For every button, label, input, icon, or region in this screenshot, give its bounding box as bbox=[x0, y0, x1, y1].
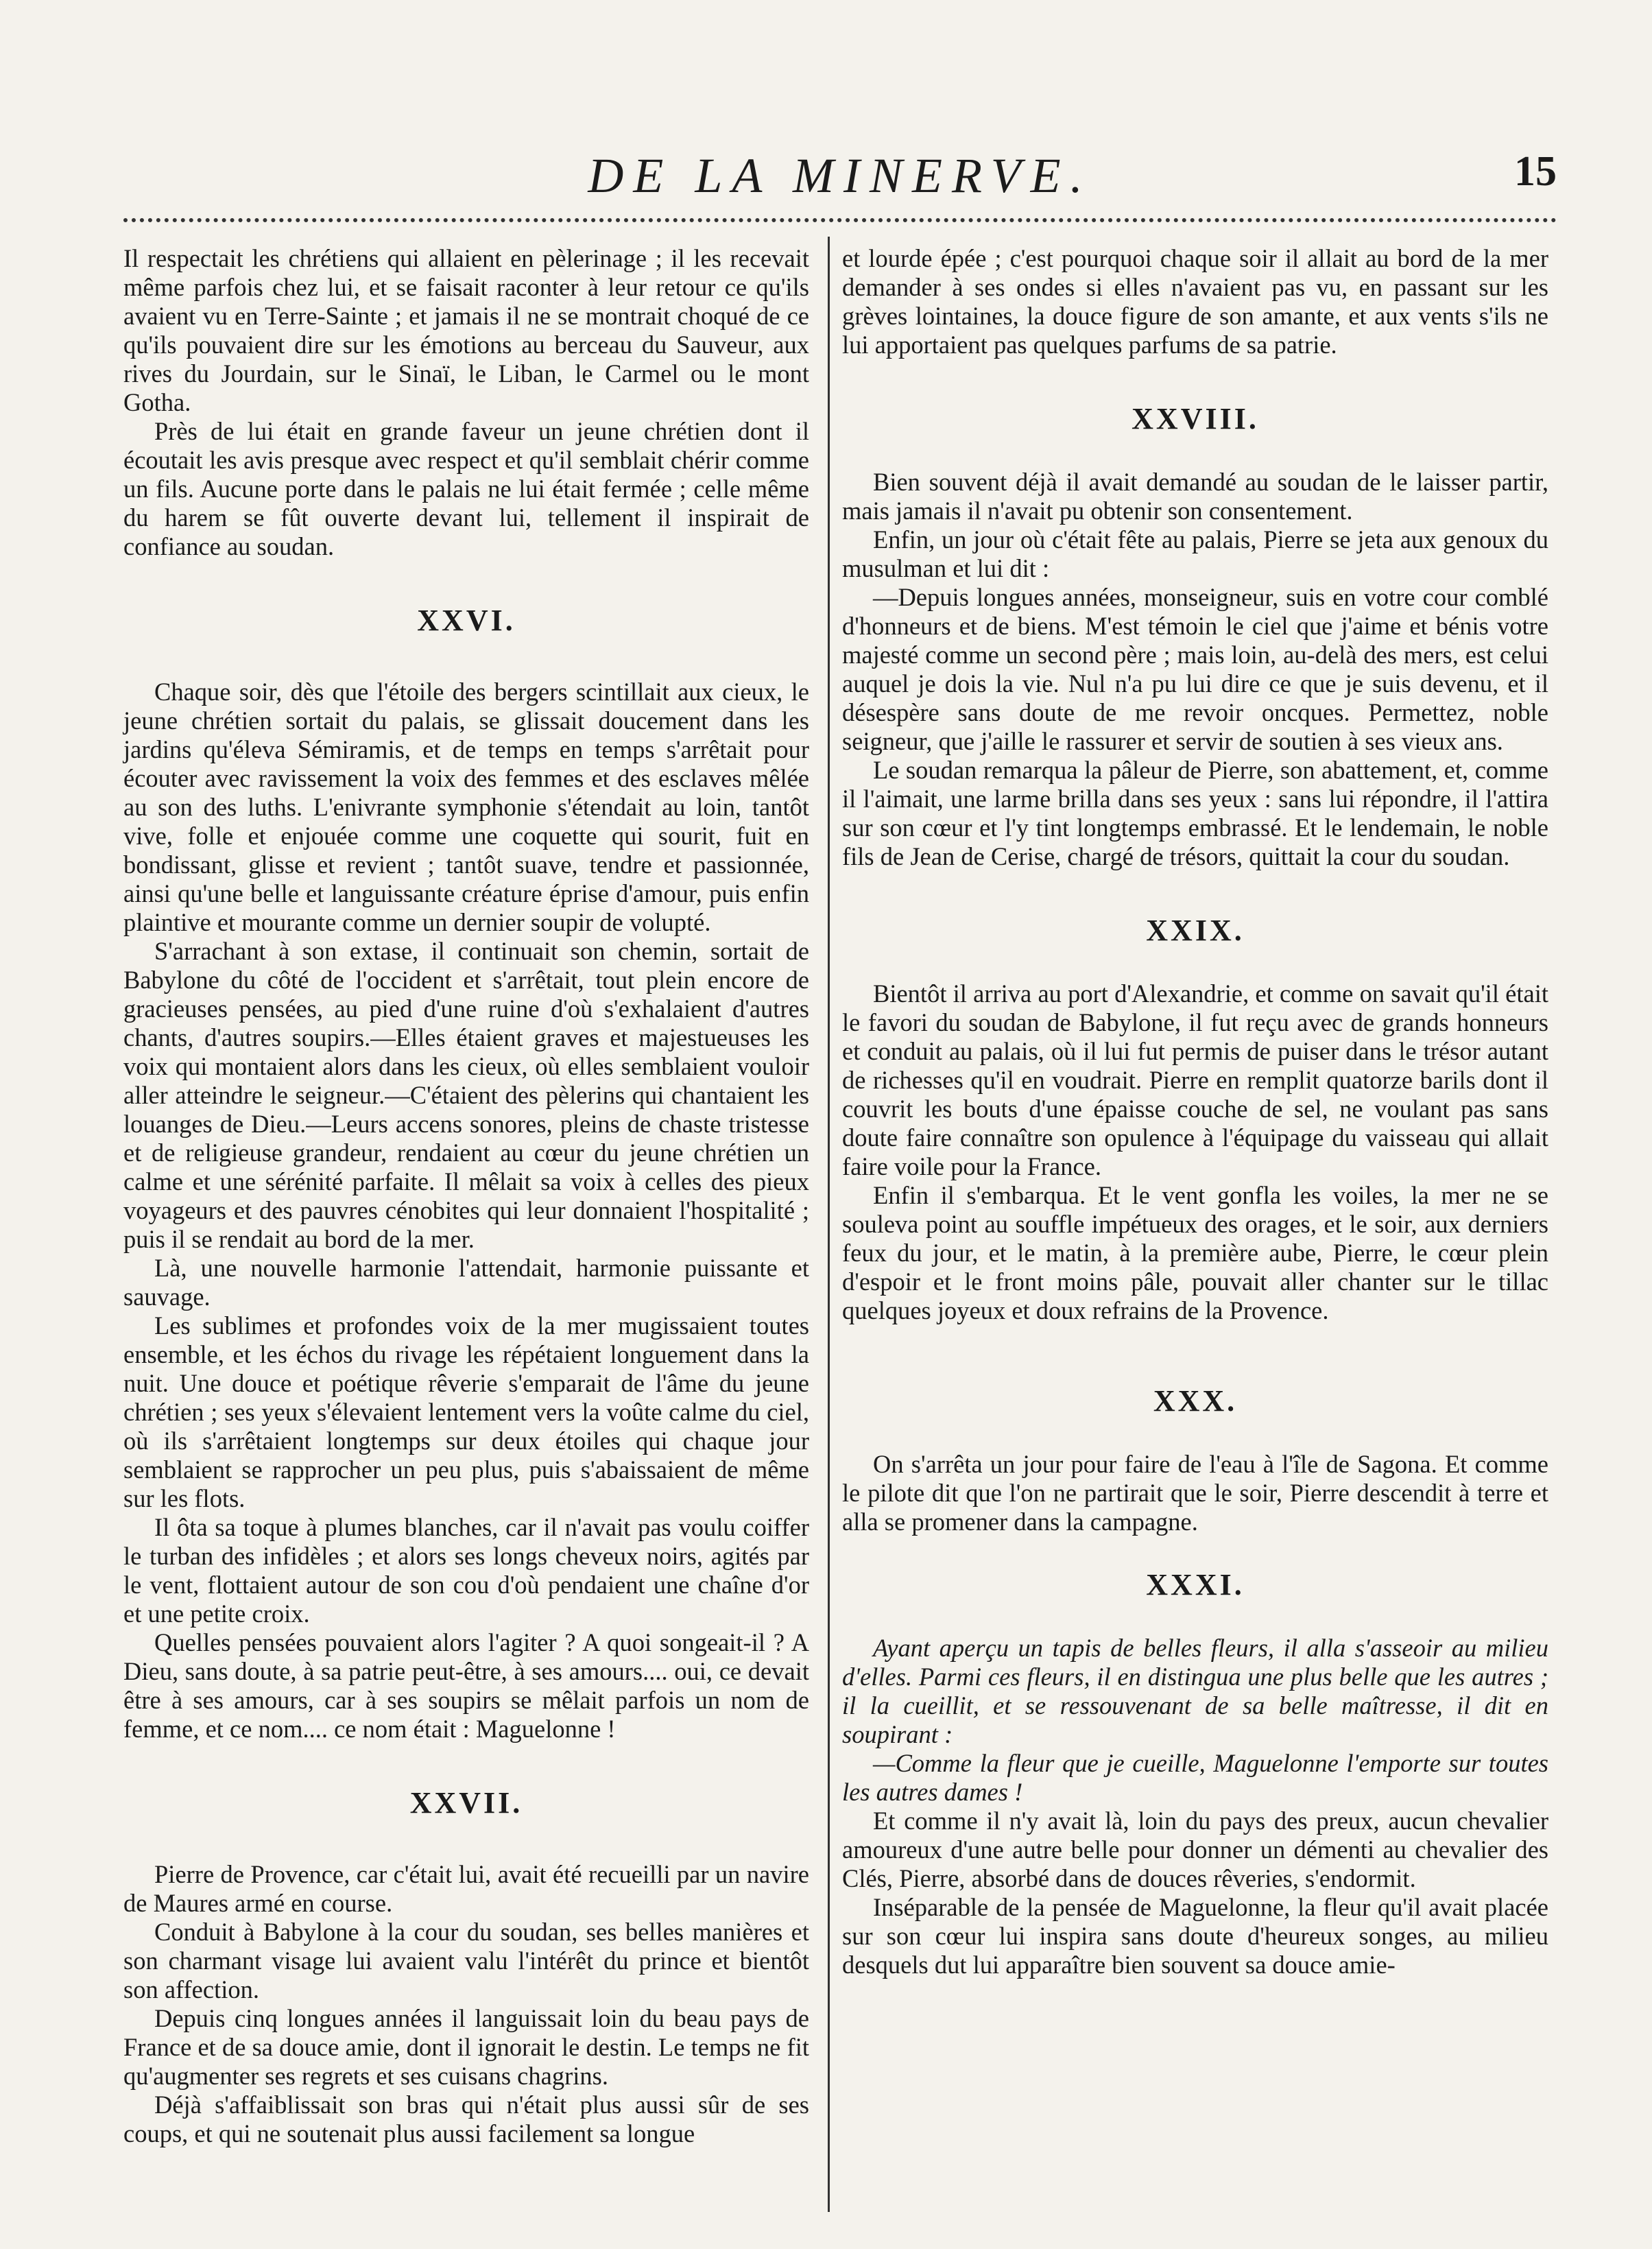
paragraph: —Depuis longues années, monseigneur, suis en votre cour comblé d'honneurs et de biens. M'est témoin le ciel que j'aime et bénis votre majesté comme un second père ; mais loin, au-delà des mers, est celui auquel je dois la vie. Nul n'a pu lui dire ce que je suis devenu, et il désespère sans doute de me revoir oncques. Permettez, noble seigneur, que j'aille le rassurer et servir de soutien à ses vieux ans. bbox=[842, 583, 1548, 755]
section-heading-xxvii: XXVII. bbox=[409, 1786, 523, 1820]
paragraph: Conduit à Babylone à la cour du soudan, ses belles manières et son charmant visage lui avaient valu l'intérêt du prince et bientôt son affection. bbox=[123, 1918, 809, 2003]
paragraph: Déjà s'affaiblissait son bras qui n'était plus aussi sûr de ses coups, et qui ne soutenait plus aussi facilement sa longue bbox=[123, 2091, 809, 2147]
header-rule bbox=[123, 218, 1557, 222]
section-heading-xxviii: XXVIII. bbox=[1132, 402, 1259, 436]
paragraph: Bientôt il arriva au port d'Alexandrie, et comme on savait qu'il était le favori du soudan de Babylone, il fut reçu avec de grands honneurs et conduit au palais, où il lui fut permis de puiser dans le trésor autant de richesses qu'il en voudrait. Pierre en remplit quatorze barils dont il couvrit les bouts d'une épaisse couche de sel, ne voulant pas sans doute faire connaître son opulence à l'équipage du vaisseau qui allait faire voile pour la France. bbox=[842, 979, 1548, 1180]
paragraph: Enfin il s'embarqua. Et le vent gonfla les voiles, la mer ne se souleva point au souffle impétueux des orages, et le soir, aux derniers feux du jour, et le matin, à la première aube, Pierre, le cœur plein d'espoir et le front moins pâle, pouvait aller chanter sur le tillac quelques joyeux et doux refrains de la Provence. bbox=[842, 1181, 1548, 1324]
paragraph: Bien souvent déjà il avait demandé au soudan de le laisser partir, mais jamais il n'avait pu obtenir son consentement. bbox=[842, 468, 1548, 525]
left-column bbox=[123, 244, 809, 2148]
paragraph: On s'arrêta un jour pour faire de l'eau à l'île de Sagona. Et comme le pilote dit que l'on ne partirait que le soir, Pierre descendit à terre et alla se promener dans la campagne. bbox=[842, 1450, 1548, 1536]
running-title: DE LA MINERVE. bbox=[588, 148, 1092, 203]
paragraph: S'arrachant à son extase, il continuait son chemin, sortait de Babylone du côté de l'occident et s'arrêtait, tout plein encore de gracieuses pensées, au pied d'une ruine d'où s'exhalaient d'autres chants, d'autres soupirs.—Elles étaient graves et majestueuses les voix qui montaient alors dans les cieux, où elles semblaient vouloir aller atteindre le seigneur.—C'étaient des pèlerins qui chantaient les louanges de Dieu.—Leurs accens sonores, pleins de chaste tristesse et de religieuse grandeur, rendaient au cœur du jeune chrétien un calme et une sérénité parfaite. Il mêlait sa voix à celles des pieux voyageurs et des pauvres cénobites qui leur donnaient l'hospitalité ; puis il se rendait au bord de la mer. bbox=[123, 937, 809, 1253]
paragraph: Près de lui était en grande faveur un jeune chrétien dont il écoutait les avis presque avec respect et qu'il semblait chérir comme un fils. Aucune porte dans le palais ne lui était fermée ; celle même du harem se fût ouverte devant lui, tellement il inspirait de confiance au soudan. bbox=[123, 417, 809, 560]
page-header bbox=[123, 147, 1557, 209]
paragraph: Depuis cinq longues années il languissait loin du beau pays de France et de sa douce amie, dont il ignorait le destin. Le temps ne fit qu'augmenter ses regrets et ses cuisans chagrins. bbox=[123, 2004, 809, 2090]
section-heading-xxx: XXX. bbox=[1153, 1384, 1238, 1418]
paragraph: Ayant aperçu un tapis de belles fleurs, il alla s'asseoir au milieu d'elles. Parmi ces fleurs, il en distingua une plus belle que les autres ; il la cueillit, et se ressouvenant de sa belle maîtresse, il dit en soupirant : bbox=[842, 1634, 1548, 1748]
page-number: 15 bbox=[1514, 148, 1557, 195]
paragraph: Inséparable de la pensée de Maguelonne, la fleur qu'il avait placée sur son cœur lui inspira sans doute d'heureux songes, au milieu desquels dut lui apparaître bien souvent sa douce amie- bbox=[842, 1893, 1548, 1979]
column-divider bbox=[828, 237, 830, 2212]
section-heading-xxvi: XXVI. bbox=[417, 604, 516, 637]
paragraph: Les sublimes et profondes voix de la mer mugissaient toutes ensemble, et les échos du rivage les répétaient longuement dans la nuit. Une douce et poétique rêverie s'emparait de l'âme du jeune chrétien ; ses yeux s'élevaient lentement vers la voûte calme du ciel, où ils s'arrêtaient longtemps sur deux étoiles qui chaque jour semblaient se rapprocher un peu plus, puis s'abaissaient de même sur les flots. bbox=[123, 1311, 809, 1512]
paragraph: Là, une nouvelle harmonie l'attendait, harmonie puissante et sauvage. bbox=[123, 1254, 809, 1311]
paragraph: Quelles pensées pouvaient alors l'agiter ? A quoi songeait-il ? A Dieu, sans doute, à sa patrie peut-être, à ses amours.... oui, ce devait être à ses amours, car à ses soupirs se mêlait parfois un nom de femme, et ce nom.... ce nom était : Maguelonne ! bbox=[123, 1628, 809, 1743]
paragraph: et lourde épée ; c'est pourquoi chaque soir il allait au bord de la mer demander à ses ondes si elles n'avaient pas vu, en passant sur les grèves lointaines, la douce figure de son amante, et aux vents s'ils ne lui apportaient pas quelques parfums de sa patrie. bbox=[842, 244, 1548, 359]
section-heading-xxxi: XXXI. bbox=[1146, 1568, 1245, 1602]
paragraph: Il ôta sa toque à plumes blanches, car il n'avait pas voulu coiffer le turban des infidèles ; et alors ses longs cheveux noirs, agités par le vent, flottaient autour de son cou d'où pendaient une chaîne d'or et une petite croix. bbox=[123, 1513, 809, 1628]
paragraph: Et comme il n'y avait là, loin du pays des preux, aucun chevalier amoureux d'une autre belle pour donner un démenti au chevalier des Clés, Pierre, absorbé dans de douces rêveries, s'endormit. bbox=[842, 1807, 1548, 1892]
paragraph: Chaque soir, dès que l'étoile des bergers scintillait aux cieux, le jeune chrétien sortait du palais, se glissait doucement dans les jardins qu'éleva Sémiramis, et de temps en temps s'arrêtait pour écouter avec ravissement la voix des femmes et des esclaves mêlée au son des luths. L'enivrante symphonie s'étendait au loin, tantôt vive, folle et enjouée comme une coquette qui sourit, fuit en bondissant, glisse et revient ; tantôt suave, tendre et passionnée, ainsi qu'une belle et languissante créature éprise d'amour, puis enfin plaintive et mourante comme un dernier soupir de volupté. bbox=[123, 678, 809, 936]
paragraph: Enfin, un jour où c'était fête au palais, Pierre se jeta aux genoux du musulman et lui dit : bbox=[842, 525, 1548, 582]
paragraph: Il respectait les chrétiens qui allaient en pèlerinage ; il les recevait même parfois chez lui, et se faisait raconter à leur retour ce qu'ils avaient vu en Terre-Sainte ; et jamais il ne se montrait choqué de ce qu'ils pouvaient dire sur les émotions au berceau du Sauveur, aux rives du Jourdain, sur le Sinaï, le Liban, le Carmel ou le mont Gotha. bbox=[123, 244, 809, 416]
paragraph: Pierre de Provence, car c'était lui, avait été recueilli par un navire de Maures armé en course. bbox=[123, 1860, 809, 1917]
right-column bbox=[842, 244, 1548, 1979]
paragraph: —Comme la fleur que je cueille, Maguelonne l'emporte sur toutes les autres dames ! bbox=[842, 1749, 1548, 1806]
paragraph: Le soudan remarqua la pâleur de Pierre, son abattement, et, comme il l'aimait, une larme brilla dans ses yeux : sans lui répondre, il l'attira sur son cœur et l'y tint longtemps embrassé. Et le lendemain, le noble fils de Jean de Cerise, chargé de trésors, quittait la cour du soudan. bbox=[842, 756, 1548, 870]
section-heading-xxix: XXIX. bbox=[1146, 914, 1245, 947]
